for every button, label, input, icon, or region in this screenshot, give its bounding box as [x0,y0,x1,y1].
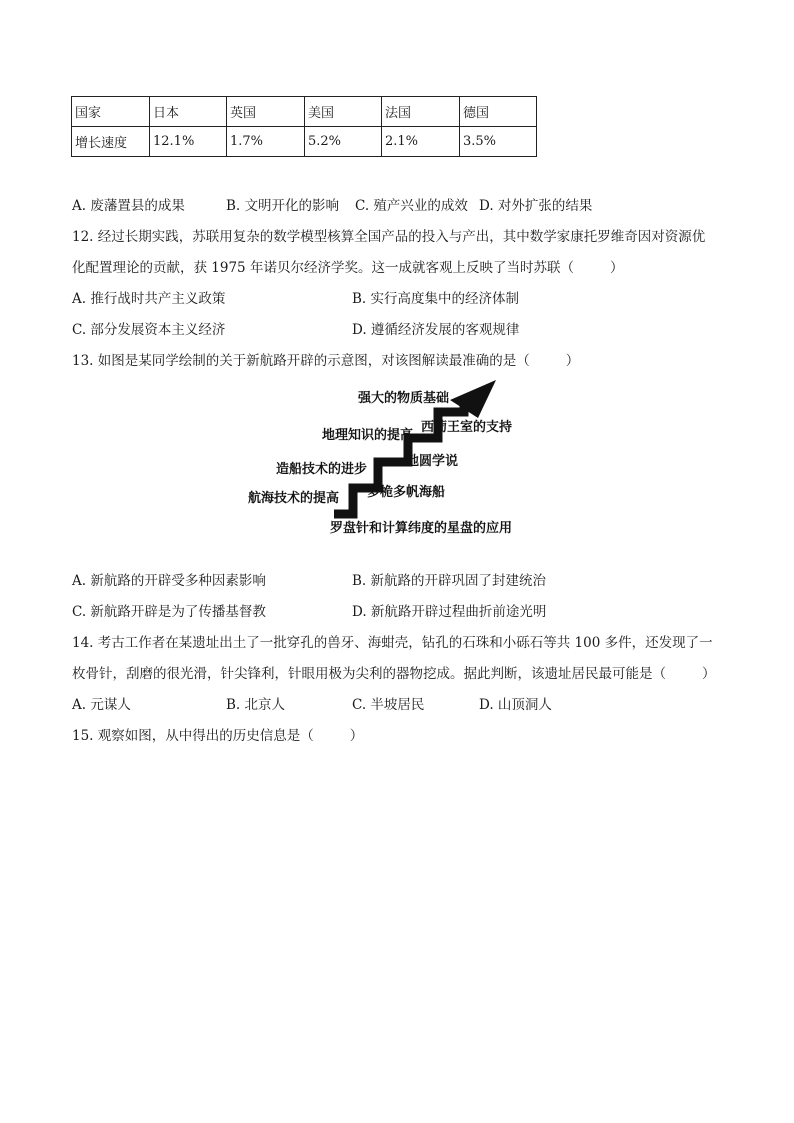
table-cell: 日本 [150,97,227,127]
q13-option-d[interactable]: D. 新航路开辟过程曲折前途光明 [352,604,547,620]
q11-option-c[interactable]: C. 殖产兴业的成效 [355,198,468,214]
diagram-label-shipbuilding: 造船技术的进步 [276,462,368,477]
table-header-row [72,97,537,127]
q13-paren-close: ） [565,353,580,369]
q14-option-d[interactable]: D. 山顶洞人 [479,697,552,713]
q12-option-a[interactable]: A. 推行战时共产主义政策 [72,291,226,307]
diagram-label-material-basis: 强大的物质基础 [358,391,450,406]
q14-stem-line2 [72,664,716,684]
table-cell: 2.1% [382,127,460,157]
diagram-label-royal-support: 西葡王室的支持 [421,420,513,435]
new-sea-route-diagram [240,376,560,542]
q14-option-b[interactable]: B. 北京人 [226,697,286,713]
q14-stem-line1: 14. 考古工作者在某遗址出土了一批穿孔的兽牙、海蚶壳，钻孔的石珠和小砾石等共 100 多件，还发现了一 [72,635,713,651]
q13-option-a[interactable]: A. 新航路的开辟受多种因素影响 [72,573,266,589]
table-cell: 德国 [460,97,537,127]
table-cell: 12.1% [150,127,227,157]
diagram-label-geography-knowledge: 地理知识的提高 [322,428,414,443]
table-cell: 3.5% [460,127,537,157]
q12-stem-line1: 12. 经过长期实践，苏联用复杂的数学模型核算全国产品的投入与产出，其中数学家康托罗维奇因对资源优 [72,229,706,245]
q12-stem-text: 化配置理论的贡献，获 1975 年诺贝尔经济学奖。这一成就客观上反映了当时苏联（ [72,260,574,276]
diagram-label-compass-astrolabe: 罗盘针和计算纬度的星盘的应用 [330,521,513,536]
diagram-label-navigation: 航海技术的提高 [248,491,340,506]
q14-option-a[interactable]: A. 元谋人 [72,697,131,713]
table-row [72,127,537,157]
q12-option-c[interactable]: C. 部分发展资本主义经济 [72,322,226,338]
q12-stem-line2 [72,258,623,278]
q13-option-b[interactable]: B. 新航路的开辟巩固了封建统治 [352,573,547,589]
q14-stem-text: 枚骨针，刮磨的很光滑，针尖锋利，针眼用极为尖利的器物挖成。据此判断，该遗址居民最可能是（ [72,666,666,682]
diagram-label-multi-mast-ship: 多桅多帆海船 [367,485,446,500]
q12-option-d[interactable]: D. 遵循经济发展的客观规律 [352,322,520,338]
table-cell: 5.2% [305,127,382,157]
q12-paren-close: ） [609,260,624,276]
growth-rate-table [71,96,537,157]
table-cell: 1.7% [227,127,305,157]
q11-option-d[interactable]: D. 对外扩张的结果 [479,198,593,214]
q15-paren-close: ） [349,728,364,744]
q12-option-b[interactable]: B. 实行高度集中的经济体制 [352,291,520,307]
q13-stem [72,351,579,371]
q14-paren-close: ） [702,666,716,682]
q13-stem-text: 13. 如图是某同学绘制的关于新航路开辟的示意图，对该图解读最准确的是（ [72,353,530,369]
table-cell: 法国 [382,97,460,127]
q14-option-c[interactable]: C. 半坡居民 [352,697,425,713]
q15-stem [72,726,363,746]
table-cell: 国家 [72,97,150,127]
q13-option-c[interactable]: C. 新航路开辟是为了传播基督教 [72,604,266,620]
q11-option-a[interactable]: A. 废藩置县的成果 [72,198,185,214]
diagram-label-round-earth: 地圆学说 [406,454,459,469]
table-cell: 增长速度 [72,127,150,157]
table-cell: 英国 [227,97,305,127]
q11-option-b[interactable]: B. 文明开化的影响 [226,198,340,214]
table-cell: 美国 [305,97,382,127]
q15-stem-text: 15. 观察如图，从中得出的历史信息是（ [72,728,314,744]
